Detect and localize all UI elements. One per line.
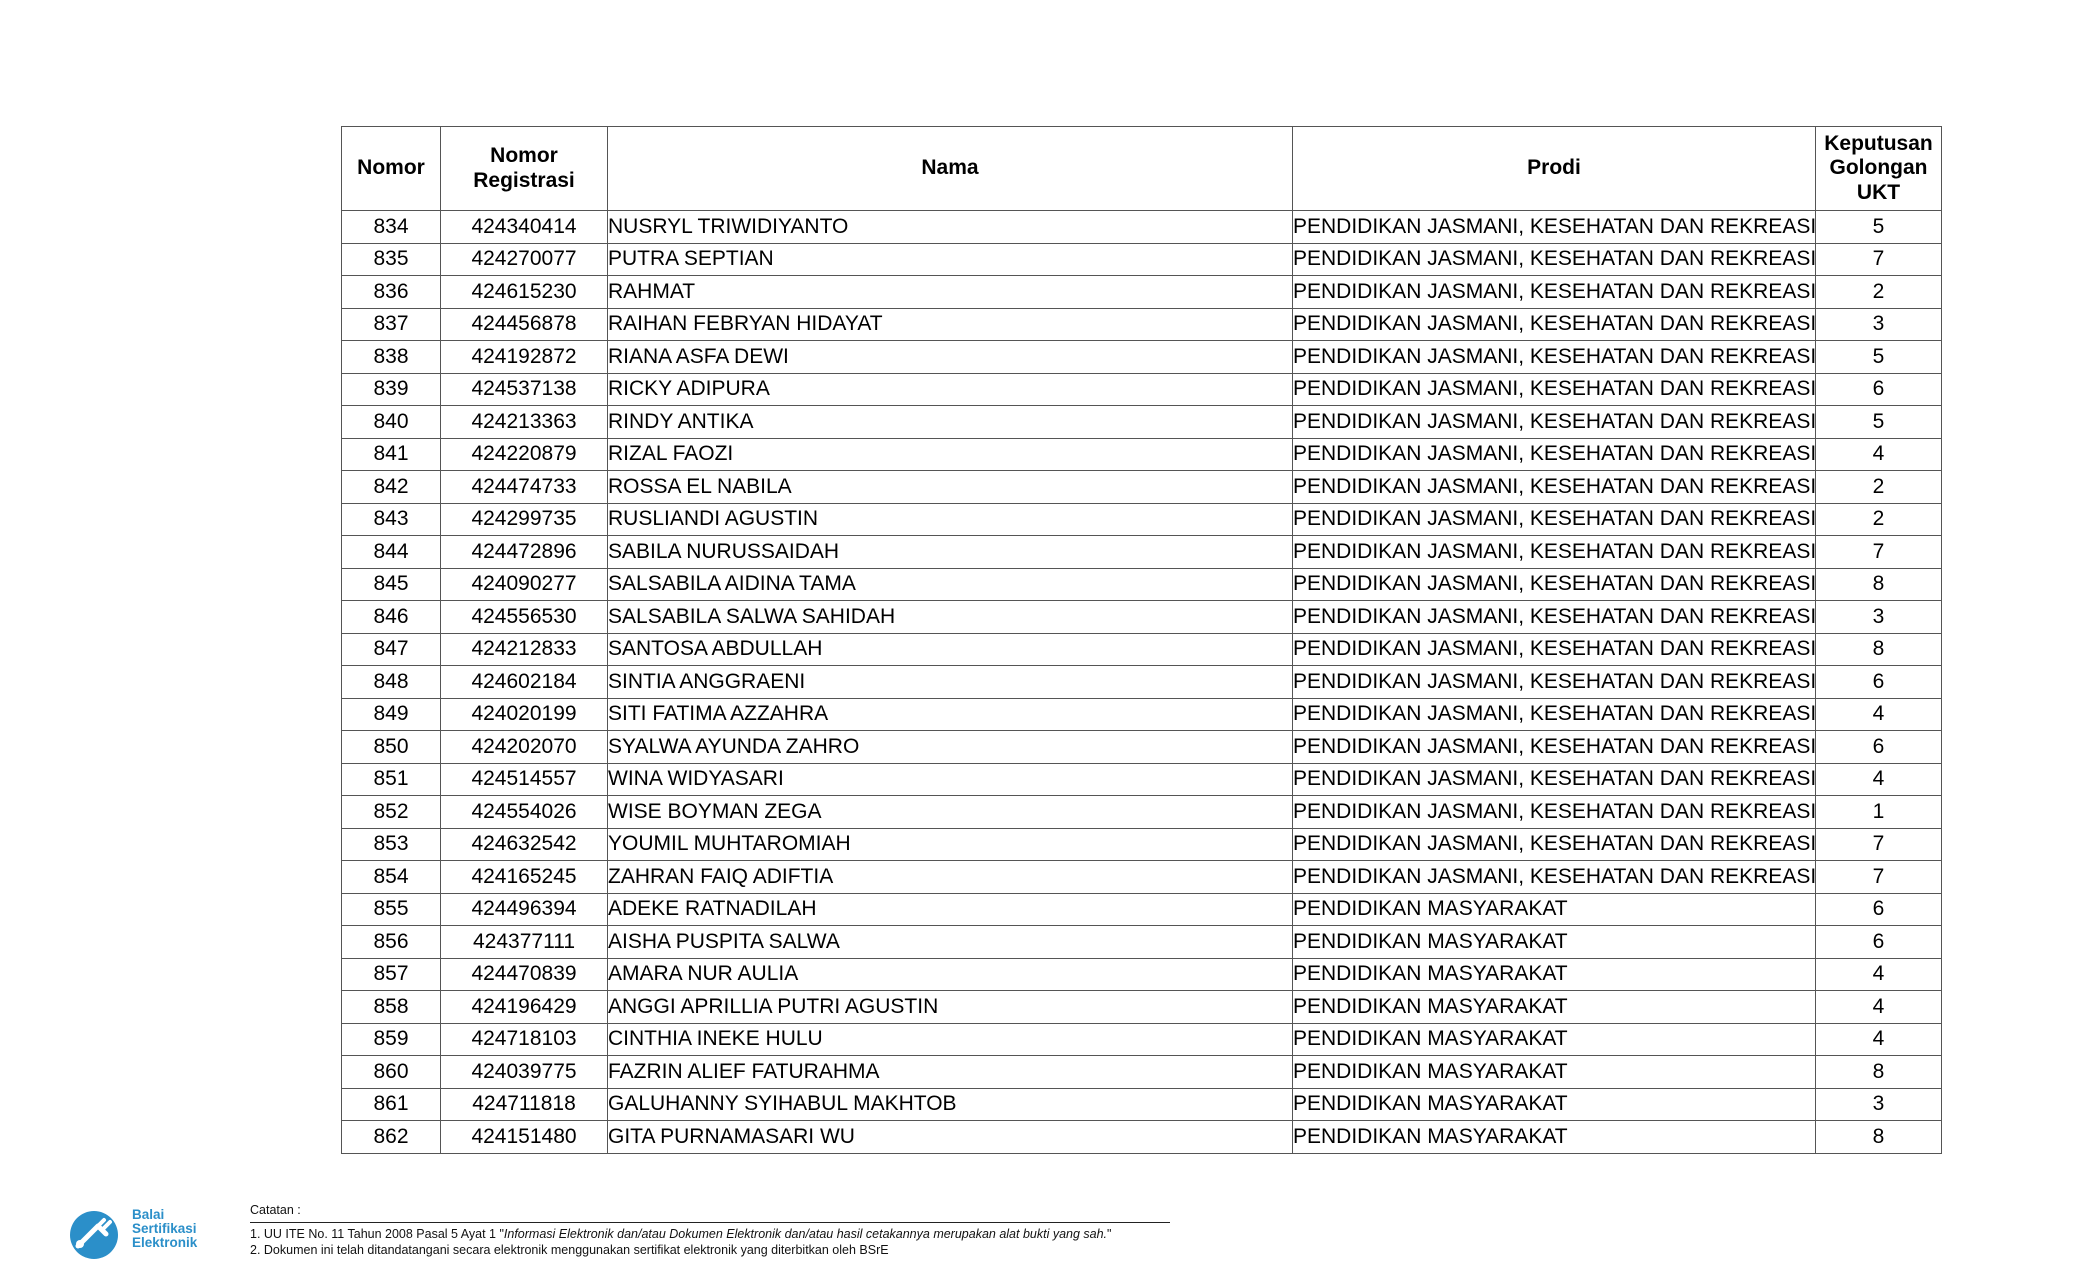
cell-nama: SALSABILA SALWA SAHIDAH	[608, 601, 1293, 634]
table-row	[342, 308, 1942, 341]
cell-prodi: PENDIDIKAN JASMANI, KESEHATAN DAN REKREASI	[1293, 438, 1816, 471]
cell-nama: RICKY ADIPURA	[608, 373, 1293, 406]
cell-golongan-ukt: 7	[1816, 243, 1942, 276]
cell-nama: ANGGI APRILLIA PUTRI AGUSTIN	[608, 991, 1293, 1024]
header-nomor-registrasi-line1: Nomor	[490, 144, 558, 168]
cell-nama: WINA WIDYASARI	[608, 763, 1293, 796]
table-row	[342, 861, 1942, 894]
cell-nomor: 852	[342, 796, 441, 829]
cell-prodi: PENDIDIKAN MASYARAKAT	[1293, 991, 1816, 1024]
cell-nomor-registrasi: 424192872	[441, 341, 608, 374]
table-row	[342, 1088, 1942, 1121]
cell-prodi: PENDIDIKAN MASYARAKAT	[1293, 1088, 1816, 1121]
cell-golongan-ukt: 8	[1816, 568, 1942, 601]
cell-nomor-registrasi: 424220879	[441, 438, 608, 471]
cell-nomor: 855	[342, 893, 441, 926]
cell-nomor-registrasi: 424020199	[441, 698, 608, 731]
cell-prodi: PENDIDIKAN MASYARAKAT	[1293, 1121, 1816, 1154]
cell-nama: ADEKE RATNADILAH	[608, 893, 1293, 926]
table-row	[342, 536, 1942, 569]
cell-nomor: 839	[342, 373, 441, 406]
cell-prodi: PENDIDIKAN JASMANI, KESEHATAN DAN REKREASI	[1293, 828, 1816, 861]
note-1-quote: Informasi Elektronik dan/atau Dokumen Elektronik dan/atau hasil cetakannya merupakan alat bukti yang sah.	[503, 1227, 1108, 1241]
cell-prodi: PENDIDIKAN JASMANI, KESEHATAN DAN REKREASI	[1293, 503, 1816, 536]
cell-prodi: PENDIDIKAN JASMANI, KESEHATAN DAN REKREASI	[1293, 341, 1816, 374]
cell-golongan-ukt: 4	[1816, 1023, 1942, 1056]
cell-nama: RINDY ANTIKA	[608, 406, 1293, 439]
cell-nomor-registrasi: 424537138	[441, 373, 608, 406]
logo-text-line3: Elektronik	[132, 1235, 198, 1250]
cell-nomor: 846	[342, 601, 441, 634]
header-ukt-line3: UKT	[1856, 180, 1901, 204]
cell-prodi: PENDIDIKAN MASYARAKAT	[1293, 926, 1816, 959]
header-keputusan-ukt	[1816, 127, 1942, 211]
cell-prodi: PENDIDIKAN JASMANI, KESEHATAN DAN REKREASI	[1293, 666, 1816, 699]
cell-prodi: PENDIDIKAN JASMANI, KESEHATAN DAN REKREASI	[1293, 536, 1816, 569]
cell-nomor-registrasi: 424151480	[441, 1121, 608, 1154]
table-row	[342, 373, 1942, 406]
cell-nomor: 849	[342, 698, 441, 731]
cell-nomor: 858	[342, 991, 441, 1024]
cell-nomor-registrasi: 424615230	[441, 276, 608, 309]
cell-nama: SYALWA AYUNDA ZAHRO	[608, 731, 1293, 764]
cell-prodi: PENDIDIKAN JASMANI, KESEHATAN DAN REKREASI	[1293, 276, 1816, 309]
cell-golongan-ukt: 6	[1816, 926, 1942, 959]
cell-nama: SABILA NURUSSAIDAH	[608, 536, 1293, 569]
cell-golongan-ukt: 3	[1816, 601, 1942, 634]
cell-golongan-ukt: 7	[1816, 828, 1942, 861]
cell-prodi: PENDIDIKAN JASMANI, KESEHATAN DAN REKREASI	[1293, 471, 1816, 504]
table-row	[342, 666, 1942, 699]
table-row	[342, 568, 1942, 601]
cell-nomor-registrasi: 424632542	[441, 828, 608, 861]
cell-nama: RIZAL FAOZI	[608, 438, 1293, 471]
cell-nomor-registrasi: 424496394	[441, 893, 608, 926]
cell-golongan-ukt: 4	[1816, 698, 1942, 731]
header-nomor-registrasi-line2: Registrasi	[473, 168, 575, 192]
cell-nama: RAHMAT	[608, 276, 1293, 309]
cell-nomor: 841	[342, 438, 441, 471]
cell-prodi: PENDIDIKAN MASYARAKAT	[1293, 1056, 1816, 1089]
cell-nomor: 838	[342, 341, 441, 374]
table-row	[342, 731, 1942, 764]
table-row	[342, 471, 1942, 504]
table-row	[342, 341, 1942, 374]
cell-prodi: PENDIDIKAN JASMANI, KESEHATAN DAN REKREASI	[1293, 406, 1816, 439]
cell-nomor: 834	[342, 211, 441, 244]
cell-nomor-registrasi: 424474733	[441, 471, 608, 504]
table-row	[342, 1121, 1942, 1154]
header-nomor-registrasi	[441, 127, 608, 211]
cell-golongan-ukt: 7	[1816, 861, 1942, 894]
header-ukt-line1: Keputusan	[1824, 132, 1933, 156]
table-row	[342, 503, 1942, 536]
cell-nomor: 835	[342, 243, 441, 276]
cell-prodi: PENDIDIKAN JASMANI, KESEHATAN DAN REKREASI	[1293, 698, 1816, 731]
cell-nomor: 840	[342, 406, 441, 439]
cell-golongan-ukt: 8	[1816, 1121, 1942, 1154]
cell-golongan-ukt: 6	[1816, 666, 1942, 699]
cell-golongan-ukt: 5	[1816, 211, 1942, 244]
table-row	[342, 601, 1942, 634]
cell-nama: AMARA NUR AULIA	[608, 958, 1293, 991]
cell-nama: ZAHRAN FAIQ ADIFTIA	[608, 861, 1293, 894]
cell-nomor: 850	[342, 731, 441, 764]
cell-nomor: 857	[342, 958, 441, 991]
cell-golongan-ukt: 8	[1816, 633, 1942, 666]
cell-nama: RAIHAN FEBRYAN HIDAYAT	[608, 308, 1293, 341]
table-row	[342, 633, 1942, 666]
cell-nomor: 845	[342, 568, 441, 601]
note-line-2: 2. Dokumen ini telah ditandatangani secara elektronik menggunakan sertifikat elektronik yang diterbitkan oleh BSrE	[250, 1243, 889, 1257]
note-title: Catatan :	[250, 1203, 301, 1217]
cell-nomor: 862	[342, 1121, 441, 1154]
cell-golongan-ukt: 4	[1816, 438, 1942, 471]
cell-nama: CINTHIA INEKE HULU	[608, 1023, 1293, 1056]
cell-nama: SITI FATIMA AZZAHRA	[608, 698, 1293, 731]
cell-golongan-ukt: 3	[1816, 1088, 1942, 1121]
cell-prodi: PENDIDIKAN JASMANI, KESEHATAN DAN REKREASI	[1293, 211, 1816, 244]
logo-text-line2: Sertifikasi	[132, 1221, 197, 1236]
table-row	[342, 406, 1942, 439]
cell-nomor: 861	[342, 1088, 441, 1121]
cell-nomor-registrasi: 424039775	[441, 1056, 608, 1089]
cell-nomor-registrasi: 424165245	[441, 861, 608, 894]
cell-nomor-registrasi: 424472896	[441, 536, 608, 569]
cell-nomor: 842	[342, 471, 441, 504]
cell-golongan-ukt: 4	[1816, 763, 1942, 796]
table-row	[342, 828, 1942, 861]
cell-nama: RIANA ASFA DEWI	[608, 341, 1293, 374]
note-divider	[250, 1222, 1170, 1223]
cell-nomor-registrasi: 424556530	[441, 601, 608, 634]
cell-prodi: PENDIDIKAN JASMANI, KESEHATAN DAN REKREASI	[1293, 568, 1816, 601]
cell-nomor-registrasi: 424602184	[441, 666, 608, 699]
cell-prodi: PENDIDIKAN JASMANI, KESEHATAN DAN REKREASI	[1293, 601, 1816, 634]
table-row	[342, 211, 1942, 244]
cell-nama: RUSLIANDI AGUSTIN	[608, 503, 1293, 536]
cell-nama: SALSABILA AIDINA TAMA	[608, 568, 1293, 601]
header-prodi-label: Prodi	[1527, 156, 1581, 180]
cell-nama: YOUMIL MUHTAROMIAH	[608, 828, 1293, 861]
cell-prodi: PENDIDIKAN JASMANI, KESEHATAN DAN REKREASI	[1293, 861, 1816, 894]
cell-golongan-ukt: 2	[1816, 471, 1942, 504]
cell-nomor: 853	[342, 828, 441, 861]
cell-nomor: 847	[342, 633, 441, 666]
cell-nomor-registrasi: 424213363	[441, 406, 608, 439]
cell-prodi: PENDIDIKAN MASYARAKAT	[1293, 1023, 1816, 1056]
cell-nomor: 856	[342, 926, 441, 959]
cell-nama: AISHA PUSPITA SALWA	[608, 926, 1293, 959]
table-row	[342, 1056, 1942, 1089]
table-row	[342, 698, 1942, 731]
cell-nomor-registrasi: 424514557	[441, 763, 608, 796]
header-nomor-label: Nomor	[357, 156, 425, 180]
cell-golongan-ukt: 2	[1816, 503, 1942, 536]
cell-nomor-registrasi: 424377111	[441, 926, 608, 959]
cell-golongan-ukt: 6	[1816, 373, 1942, 406]
cell-golongan-ukt: 6	[1816, 893, 1942, 926]
cell-golongan-ukt: 2	[1816, 276, 1942, 309]
cell-nama: SINTIA ANGGRAENI	[608, 666, 1293, 699]
cell-prodi: PENDIDIKAN JASMANI, KESEHATAN DAN REKREASI	[1293, 308, 1816, 341]
cell-nomor: 843	[342, 503, 441, 536]
cell-golongan-ukt: 1	[1816, 796, 1942, 829]
bsre-logo-text	[132, 1208, 197, 1250]
note-line-1	[250, 1226, 1170, 1242]
cell-nama: FAZRIN ALIEF FATURAHMA	[608, 1056, 1293, 1089]
note-1-suffix: "	[1107, 1227, 1112, 1241]
ukt-decision-table	[341, 126, 1942, 1154]
table-row	[342, 763, 1942, 796]
cell-nama: ROSSA EL NABILA	[608, 471, 1293, 504]
cell-prodi: PENDIDIKAN JASMANI, KESEHATAN DAN REKREASI	[1293, 731, 1816, 764]
table-row	[342, 1023, 1942, 1056]
table-row	[342, 893, 1942, 926]
cell-prodi: PENDIDIKAN JASMANI, KESEHATAN DAN REKREASI	[1293, 243, 1816, 276]
cell-nomor: 859	[342, 1023, 441, 1056]
table-row	[342, 958, 1942, 991]
cell-nomor-registrasi: 424202070	[441, 731, 608, 764]
cell-nama: NUSRYL TRIWIDIYANTO	[608, 211, 1293, 244]
cell-nama: WISE BOYMAN ZEGA	[608, 796, 1293, 829]
table-header-row	[342, 127, 1942, 211]
table-row	[342, 926, 1942, 959]
table-row	[342, 796, 1942, 829]
cell-nomor: 848	[342, 666, 441, 699]
footer-note	[250, 1202, 1170, 1258]
cell-nama: SANTOSA ABDULLAH	[608, 633, 1293, 666]
cell-nama: PUTRA SEPTIAN	[608, 243, 1293, 276]
cell-golongan-ukt: 6	[1816, 731, 1942, 764]
cell-nomor-registrasi: 424711818	[441, 1088, 608, 1121]
cell-nomor-registrasi: 424090277	[441, 568, 608, 601]
note-1-prefix: 1. UU ITE No. 11 Tahun 2008 Pasal 5 Ayat 1 "	[250, 1227, 504, 1241]
cell-nomor-registrasi: 424299735	[441, 503, 608, 536]
cell-golongan-ukt: 4	[1816, 991, 1942, 1024]
cell-nomor-registrasi: 424470839	[441, 958, 608, 991]
table-body	[342, 211, 1942, 1154]
cell-nama: GITA PURNAMASARI WU	[608, 1121, 1293, 1154]
cell-nomor-registrasi: 424212833	[441, 633, 608, 666]
cell-golongan-ukt: 5	[1816, 406, 1942, 439]
cell-nomor: 860	[342, 1056, 441, 1089]
cell-golongan-ukt: 7	[1816, 536, 1942, 569]
cell-nomor-registrasi: 424340414	[441, 211, 608, 244]
header-nama	[608, 127, 1293, 211]
cell-nomor-registrasi: 424270077	[441, 243, 608, 276]
header-prodi	[1293, 127, 1816, 211]
cell-nomor: 854	[342, 861, 441, 894]
header-nomor	[342, 127, 441, 211]
table-row	[342, 438, 1942, 471]
cell-nomor: 837	[342, 308, 441, 341]
cell-golongan-ukt: 8	[1816, 1056, 1942, 1089]
table-row	[342, 276, 1942, 309]
cell-prodi: PENDIDIKAN JASMANI, KESEHATAN DAN REKREASI	[1293, 373, 1816, 406]
cell-golongan-ukt: 5	[1816, 341, 1942, 374]
table-row	[342, 991, 1942, 1024]
cell-nomor: 851	[342, 763, 441, 796]
table-row	[342, 243, 1942, 276]
cell-nomor-registrasi: 424196429	[441, 991, 608, 1024]
cell-prodi: PENDIDIKAN MASYARAKAT	[1293, 958, 1816, 991]
cell-golongan-ukt: 4	[1816, 958, 1942, 991]
cell-nomor: 836	[342, 276, 441, 309]
logo-text-line1: Balai	[132, 1207, 165, 1222]
header-ukt-line2: Golongan	[1829, 156, 1928, 180]
cell-nama: GALUHANNY SYIHABUL MAKHTOB	[608, 1088, 1293, 1121]
cell-golongan-ukt: 3	[1816, 308, 1942, 341]
cell-nomor-registrasi: 424554026	[441, 796, 608, 829]
cell-nomor-registrasi: 424456878	[441, 308, 608, 341]
cell-nomor: 844	[342, 536, 441, 569]
cell-prodi: PENDIDIKAN JASMANI, KESEHATAN DAN REKREASI	[1293, 796, 1816, 829]
cell-prodi: PENDIDIKAN JASMANI, KESEHATAN DAN REKREASI	[1293, 763, 1816, 796]
header-nama-label: Nama	[921, 156, 979, 180]
cell-prodi: PENDIDIKAN MASYARAKAT	[1293, 893, 1816, 926]
cell-nomor-registrasi: 424718103	[441, 1023, 608, 1056]
cell-prodi: PENDIDIKAN JASMANI, KESEHATAN DAN REKREASI	[1293, 633, 1816, 666]
